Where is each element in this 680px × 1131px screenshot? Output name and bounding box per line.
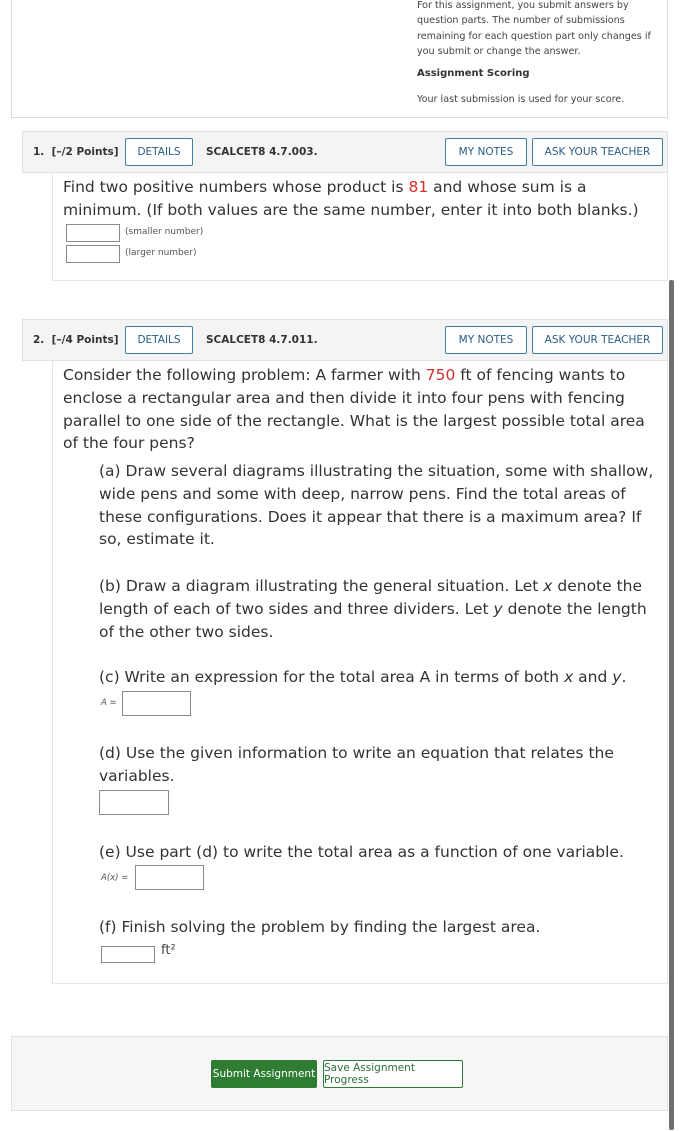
submit-assignment-button[interactable]: Submit Assignment — [211, 1060, 317, 1088]
question-2-details-button[interactable]: DETAILS — [125, 326, 193, 354]
question-2-body — [52, 361, 668, 984]
question-2-my-notes-button[interactable]: MY NOTES — [445, 326, 527, 354]
part-e-function-input[interactable] — [135, 865, 204, 890]
question-2-number: 2. [–/4 Points] — [33, 334, 119, 346]
question-1-ask-teacher-button[interactable]: ASK YOUR TEACHER — [532, 138, 663, 166]
question-1-text: Find two positive numbers whose product is 81 and whose sum is a minimum. (If both values are the same number, enter it into both blanks.) — [63, 178, 639, 219]
question-1-product-value: 81 — [408, 178, 429, 196]
part-f-unit: ft² — [161, 943, 176, 958]
part-f-text: (f) Finish solving the problem by finding the largest area. — [99, 918, 541, 936]
page-scrollbar[interactable] — [669, 280, 674, 1130]
smaller-number-label: (smaller number) — [125, 227, 204, 237]
question-2-text: Consider the following problem: A farmer with 750 ft of fencing wants to enclose a rectangular area and then divide it into four pens with fencing parallel to one side of the rectangle. What is the largest possible total area of the four pens? — [63, 366, 645, 453]
question-2-fence-value: 750 — [425, 366, 456, 384]
part-e-label: A(x) = — [101, 873, 129, 883]
scoring-info-text: Your last submission is used for your score. — [417, 94, 625, 105]
larger-number-input[interactable] — [66, 245, 120, 263]
question-1-my-notes-button[interactable]: MY NOTES — [445, 138, 527, 166]
part-b-text: (b) Draw a diagram illustrating the general situation. Let x denote the length of each of two sides and three dividers. Let y denote the length of the other two sides. — [99, 577, 647, 641]
question-2-points: [–/4 Points] — [51, 334, 119, 346]
larger-number-label: (larger number) — [125, 248, 197, 258]
part-c-text: (c) Write an expression for the total area A in terms of both x and y. — [99, 668, 627, 686]
part-e-text: (e) Use part (d) to write the total area as a function of one variable. — [99, 843, 624, 861]
assignment-info-card — [11, 0, 668, 118]
part-a-text: (a) Draw several diagrams illustrating the situation, some with shallow, wide pens and some with deep, narrow pens. Find the total areas of these configurations. Does it appear that there is a maximum area? If so, estimate it. — [99, 462, 654, 549]
assignment-footer — [11, 1036, 668, 1111]
part-f-largest-area-input[interactable] — [101, 946, 155, 963]
smaller-number-input[interactable] — [66, 224, 120, 242]
question-1-points: [–/2 Points] — [51, 146, 119, 158]
part-d-text: (d) Use the given information to write an equation that relates the variables. — [99, 744, 614, 785]
part-c-area-input[interactable] — [122, 691, 191, 716]
question-1-body — [52, 173, 668, 281]
question-2-header — [22, 319, 668, 361]
save-progress-button[interactable]: Save Assignment Progress — [323, 1060, 463, 1088]
submission-info-text: For this assignment, you submit answers by question parts. The number of submissions remaining for each question part only changes if you submit or change the answer. — [417, 0, 651, 58]
part-d-equation-input[interactable] — [99, 790, 169, 815]
part-c-label: A = — [101, 698, 117, 708]
question-2-code: SCALCET8 4.7.011. — [206, 334, 318, 346]
question-1-header — [22, 131, 668, 173]
question-2-ask-teacher-button[interactable]: ASK YOUR TEACHER — [532, 326, 663, 354]
question-1-number: 1. [–/2 Points] — [33, 146, 119, 158]
question-1-code: SCALCET8 4.7.003. — [206, 146, 318, 158]
question-1-details-button[interactable]: DETAILS — [125, 138, 193, 166]
scoring-heading: Assignment Scoring — [417, 68, 530, 79]
